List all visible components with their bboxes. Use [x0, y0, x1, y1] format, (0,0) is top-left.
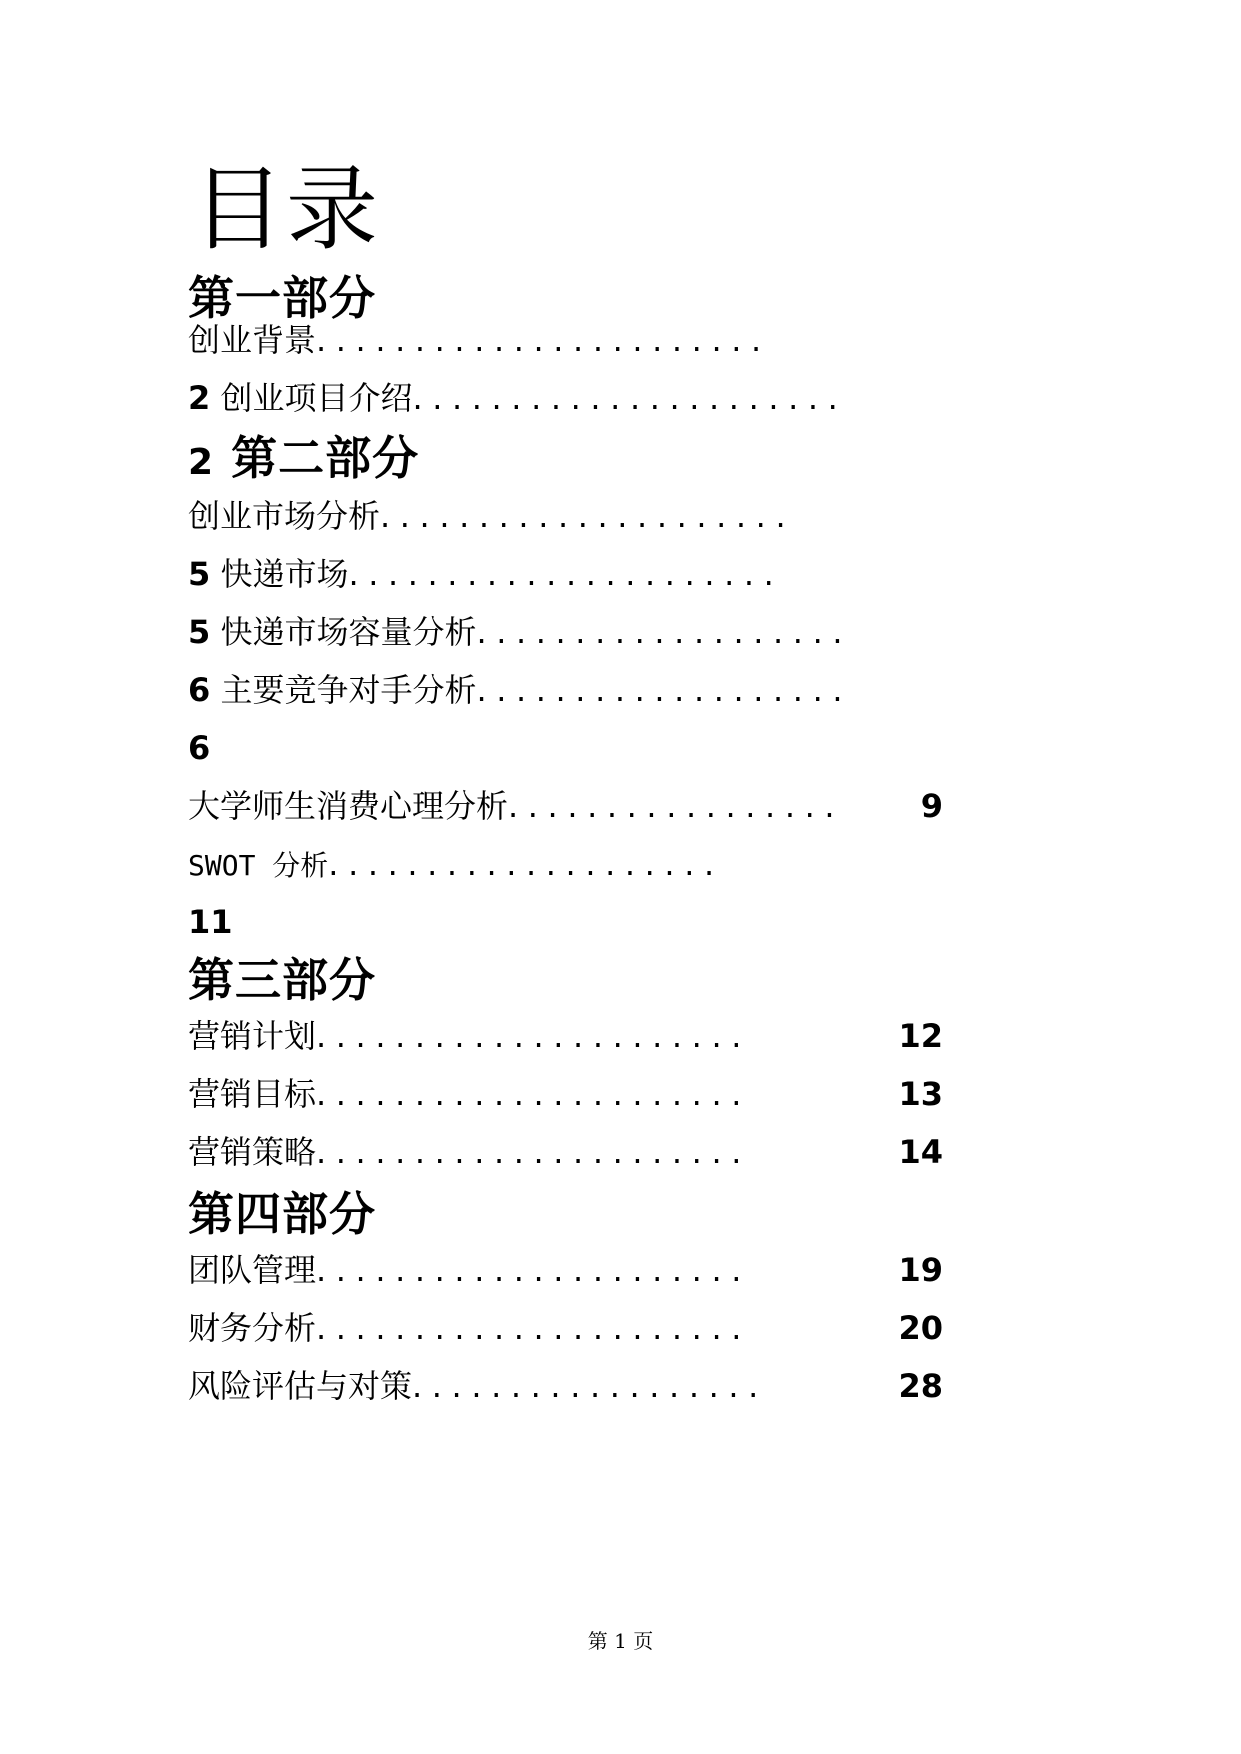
toc-entry-text: 营销目标	[188, 1075, 317, 1113]
section-heading-part2	[188, 430, 419, 491]
toc-entry-leader-dots: ......................	[316, 1309, 751, 1347]
toc-entry[interactable]	[188, 552, 783, 596]
toc-entry[interactable]	[188, 784, 844, 828]
toc-entry[interactable]	[188, 842, 724, 888]
toc-entry[interactable]	[188, 1364, 768, 1408]
toc-entry-text: 营销策略	[188, 1133, 317, 1171]
section-heading-page-carry: 2	[188, 442, 215, 483]
toc-entry-page-carry: 5	[188, 555, 211, 593]
toc-entry[interactable]	[188, 1306, 751, 1350]
toc-entry-page-number: 12	[898, 1017, 943, 1055]
toc-entry-text: 团队管理	[188, 1251, 317, 1289]
toc-entry-leader-dots: .................	[508, 787, 845, 825]
toc-entry-text: 快递市场容量分析	[220, 613, 477, 651]
toc-entry-page-number: 13	[898, 1075, 943, 1113]
toc-entry-text: 快递市场	[220, 555, 349, 593]
toc-entry-text: 创业背景	[188, 321, 317, 359]
toc-entry-leader-dots: ...................	[476, 613, 853, 651]
toc-entry-text: SWOT 分析	[188, 849, 329, 882]
toc-entry-page-carry: 5	[188, 613, 211, 651]
toc-entry[interactable]	[188, 494, 795, 538]
toc-entry-text: 营销计划	[188, 1017, 317, 1055]
toc-entry-leader-dots: ......................	[348, 555, 784, 593]
toc-entry-page-number: 28	[898, 1367, 943, 1405]
toc-entry-text: 风险评估与对策	[188, 1367, 413, 1405]
toc-entry-leader-dots: ......................	[316, 1251, 751, 1289]
toc-entry[interactable]	[188, 610, 852, 654]
section-heading-text: 第三部分	[188, 953, 376, 1007]
toc-entry-page-carry: 2	[188, 379, 211, 417]
toc-entry-page-carry: 6	[188, 671, 211, 709]
toc-entry-page-number: 19	[898, 1251, 943, 1289]
toc-entry-page-number: 6	[188, 729, 211, 767]
toc-entry-leader-dots: ......................	[316, 1133, 751, 1171]
toc-entry[interactable]	[188, 1248, 751, 1292]
toc-entry-text: 主要竞争对手分析	[220, 671, 477, 709]
toc-entry-text: 财务分析	[188, 1309, 317, 1347]
section-heading-text: 第四部分	[188, 1187, 376, 1241]
toc-entry-leader-dots: ......................	[316, 1075, 751, 1113]
toc-entry-leader-dots: ..................	[412, 1367, 768, 1405]
section-heading-part3	[188, 952, 376, 1008]
toc-entry-page-number: 11	[188, 903, 233, 941]
section-heading-part4	[188, 1186, 376, 1242]
toc-entry-leader-dots: ...................	[476, 671, 853, 709]
toc-entry[interactable]	[188, 1014, 751, 1058]
toc-entry-text: 创业市场分析	[188, 497, 381, 535]
section-heading-text: 第一部分	[188, 271, 376, 325]
toc-entry[interactable]	[188, 376, 847, 420]
toc-entry-leader-dots: .......................	[316, 321, 771, 359]
toc-entry-page-number: 14	[898, 1133, 943, 1171]
toc-entry[interactable]	[188, 1130, 751, 1174]
page-footer: 第 1 页	[587, 1629, 654, 1653]
toc-entry-text: 创业项目介绍	[220, 379, 413, 417]
toc-entry-leader-dots: ....................	[328, 845, 724, 883]
toc-entry-leader-dots: ......................	[412, 379, 848, 417]
toc-entry-page-number: 20	[898, 1309, 943, 1347]
toc-entry-leader-dots: ......................	[316, 1017, 751, 1055]
toc-entry-text: 大学师生消费心理分析	[188, 787, 509, 825]
toc-entry-leader-dots: .....................	[380, 497, 796, 535]
toc-entry[interactable]	[188, 1072, 751, 1116]
section-heading-text: 第二部分	[231, 431, 420, 485]
toc-entry-page-number: 9	[920, 787, 943, 825]
toc-entry[interactable]	[188, 318, 771, 362]
toc-entry[interactable]	[188, 668, 852, 712]
toc-title: 目录	[192, 156, 381, 263]
